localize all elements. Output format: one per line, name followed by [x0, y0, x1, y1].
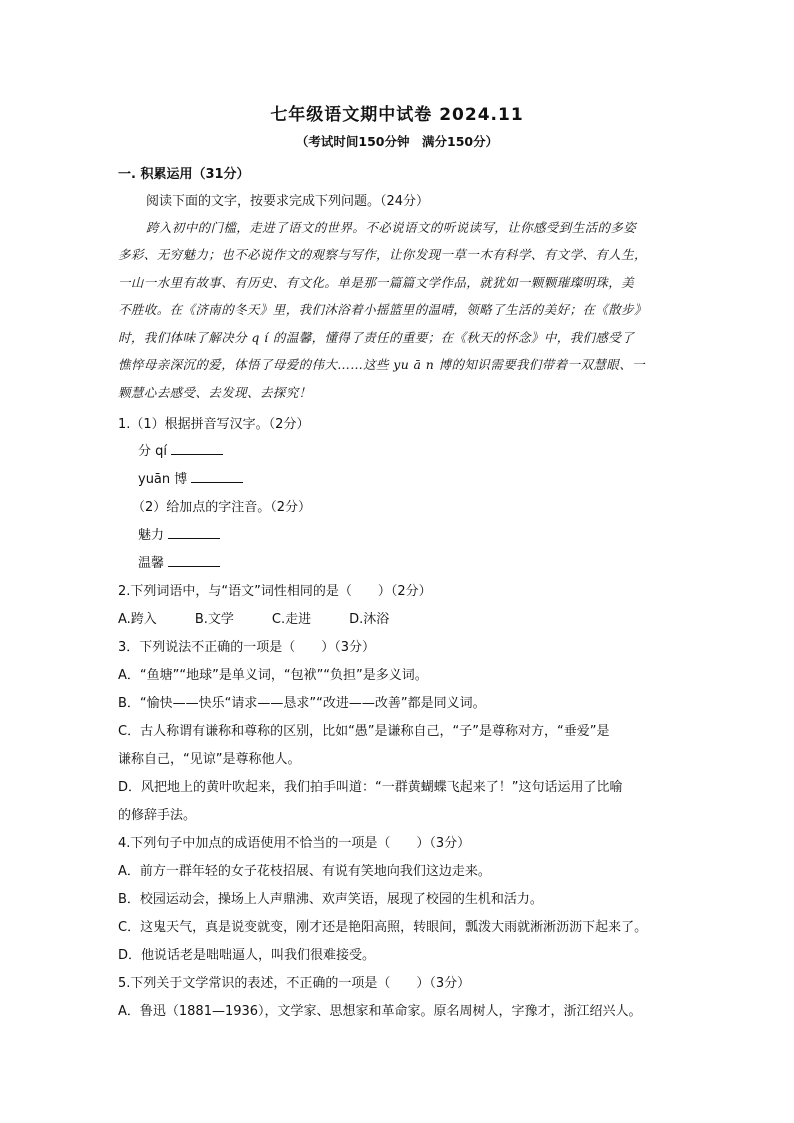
passage-line: 时，我们体味了解决分 q í 的温馨，懂得了责任的重要；在《秋天的怀念》中，我们感受了 — [118, 330, 635, 345]
question-4: 4.下列句子中加点的成语使用不恰当的一项是（ ）（3分） — [118, 836, 471, 851]
exam-info: （考试时间150分钟 满分150分） — [295, 134, 499, 149]
passage-line: 不胜收。在《济南的冬天》里，我们沐浴着小摇篮里的温晴，领略了生活的美好；在《散步》 — [118, 302, 647, 317]
question-5: 5.下列关于文学常识的表述，不正确的一项是（ ）（3分） — [118, 976, 471, 991]
option-c: C．这鬼天气，真是说变就变，刚才还是艳阳高照，转眼间，瓢泼大雨就淅淅沥沥下起来了。 — [118, 920, 648, 935]
option-b: B．“愉快——快乐“请求——恳求”“改进——改善”都是同义词。 — [118, 696, 486, 711]
option-b[interactable]: B.文学 — [194, 612, 234, 627]
question-3: 3．下列说法不正确的一项是（ ）（3分） — [118, 640, 376, 655]
passage-line: 颗慧心去感受、去发现、去探究！ — [118, 385, 312, 400]
option-c[interactable]: C.走进 — [271, 612, 312, 627]
option-c-cont: 谦称自己，“见谅”是尊称他人。 — [118, 752, 301, 767]
page-title: 七年级语文期中试卷 2024.11 — [270, 105, 524, 125]
option-a: A．“鱼塘”“地球”是单义词，“包袱”“负担”是多义词。 — [118, 668, 428, 683]
passage-line: 跨入初中的门槛，走进了语文的世界。不必说语文的听说读写，让你感受到生活的多姿 — [146, 220, 637, 235]
answer-blank[interactable] — [191, 470, 243, 483]
option-d[interactable]: D.沐浴 — [349, 612, 390, 627]
option-d: D．他说话老是咄咄逼人，叫我们很难接受。 — [118, 948, 376, 963]
answer-blank[interactable] — [168, 554, 220, 567]
option-c: C．古人称谓有谦称和尊称的区别，比如“愚”是谦称自己，“子”是尊称对方，“垂爱”是 — [118, 724, 610, 739]
q2-options — [118, 608, 427, 627]
option-a: A．前方一群年轻的女子花枝招展、有说有笑地向我们这边走来。 — [118, 864, 491, 879]
passage-line: 一山一水里有故事、有历史、有文化。单是那一篇篇文学作品，就犹如一颗颗璀璨明珠，美 — [118, 275, 635, 290]
q1-item: yuān 博 — [138, 468, 243, 487]
q1-item: 魅力 — [138, 524, 220, 543]
option-a[interactable]: A.跨入 — [118, 612, 157, 627]
passage-line: 多彩、无穷魅力；也不必说作文的观察与写作，让你发现一草一木有科学、有文学、有人生， — [118, 247, 647, 262]
q1-subquestion: （2）给加点的字注音。（2分） — [132, 500, 312, 515]
option-d: D．风把地上的黄叶吹起来，我们拍手叫道：“一群黄蝴蝶飞起来了！”这句话运用了比喻 — [118, 780, 623, 795]
option-b: B．校园运动会，操场上人声鼎沸、欢声笑语，展现了校园的生机和活力。 — [118, 892, 543, 907]
section-heading: 一. 积累运用（31分） — [118, 167, 250, 182]
q1-item: 温馨 — [138, 552, 220, 571]
q1-item: 分 qí — [138, 440, 223, 459]
question-1: 1.（1）根据拼音写汉字。（2分） — [118, 417, 310, 432]
answer-blank[interactable] — [171, 442, 223, 455]
question-2: 2.下列词语中，与“语文”词性相同的是（ ）（2分） — [118, 584, 432, 599]
instruction: 阅读下面的文字，按要求完成下列问题。（24分） — [146, 194, 430, 209]
answer-blank[interactable] — [168, 526, 220, 539]
passage-line: 憔悴母亲深沉的爱，体悟了母爱的伟大……这些 yu ā n 博的知识需要我们带着一双慧眼、一 — [118, 357, 646, 372]
option-d-cont: 的修辞手法。 — [118, 808, 197, 823]
option-a: A．鲁迅（1881—1936），文学家、思想家和革命家。原名周树人，字豫才，浙江绍兴人。 — [118, 1004, 642, 1019]
